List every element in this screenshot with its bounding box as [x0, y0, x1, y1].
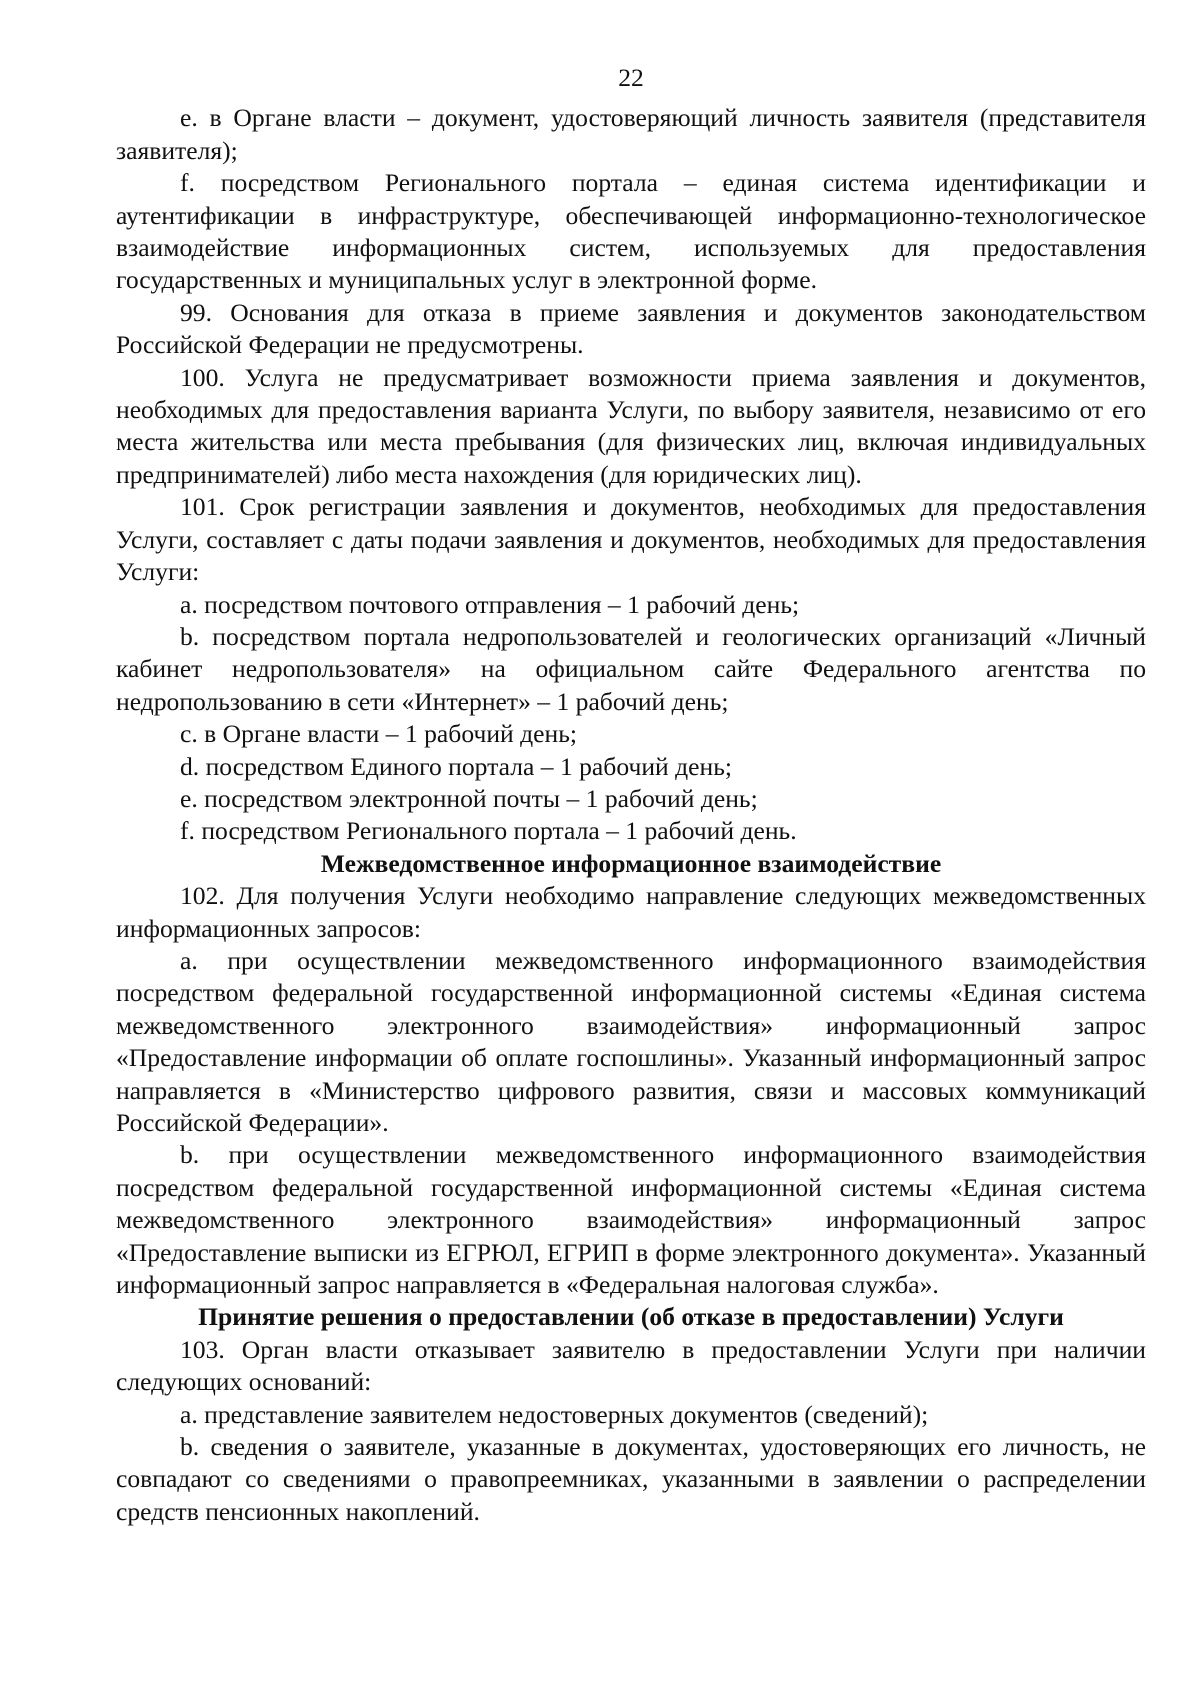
paragraph-101-c: c. в Органе власти – 1 рабочий день; — [180, 719, 577, 749]
paragraph-101-f: f. посредством Регионального портала – 1 рабочий день. — [180, 816, 797, 846]
paragraph-101-a: a. посредством почтового отправления – 1 рабочий день; — [180, 589, 800, 619]
paragraph-102-a: a. при осуществлении межведомственного информационного взаимодействия посредством федеральной государственной информационной системы «Единая система межведомственного электронного взаимодействия» информационный запрос «Предоставление информации об оплате госпошлины». Указанный информационный запрос направляется в «Министерство цифрового развития, связи и массовых коммуникаций Российской Федерации». — [116, 945, 1146, 1137]
paragraph-e-identity-document: e. в Органе власти – документ, удостоверяющий личность заявителя (представителя заявителя); — [116, 103, 1146, 165]
paragraph-100: 100. Услуга не предусматривает возможности приема заявления и документов, необходимых для предоставления варианта Услуги, по выбору заявителя, независимо от его места жительства или места пребывания (для физических лиц, включая индивидуальных предпринимателей) либо места нахождения (для юридических лиц). — [116, 362, 1146, 489]
document-page — [116, 62, 1146, 1528]
paragraph-103: 103. Орган власти отказывает заявителю в предоставлении Услуги при наличии следующих оснований: — [116, 1334, 1146, 1397]
paragraph-102-b: b. при осуществлении межведомственного информационного взаимодействия посредством федеральной государственной информационной системы «Единая система межведомственного электронного взаимодействия» информационный запрос «Предоставление выписки из ЕГРЮЛ, ЕГРИП в форме электронного документа». Указанный информационный запрос направляется в «Федеральная налоговая служба». — [116, 1140, 1146, 1300]
page-number: 22 — [618, 63, 644, 92]
paragraph-101: 101. Срок регистрации заявления и документов, необходимых для предоставления Услуги, составляет с даты подачи заявления и документов, необходимых для предоставления Услуги: — [116, 492, 1146, 587]
paragraph-101-d: d. посредством Единого портала – 1 рабочий день; — [180, 751, 732, 781]
paragraph-102: 102. Для получения Услуги необходимо направление следующих межведомственных информационных запросов: — [116, 881, 1146, 943]
paragraph-101-e: e. посредством электронной почты – 1 рабочий день; — [180, 783, 758, 813]
paragraph-99: 99. Основания для отказа в приеме заявления и документов законодательством Российской Федерации не предусмотрены. — [116, 297, 1146, 360]
paragraph-f-regional-portal-auth: f. посредством Регионального портала – единая система идентификации и аутентификации в инфраструктуре, обеспечивающей информационно-технологическое взаимодействие информационных систем, используемых для предоставления государственных и муниципальных услуг в электронной форме. — [116, 168, 1146, 295]
paragraph-101-b: b. посредством портала недропользователей и геологических организаций «Личный кабинет недропользователя» на официальном сайте Федерального агентства по недропользованию в сети «Интернет» – 1 рабочий день; — [116, 621, 1146, 716]
section-heading-decision: Принятие решения о предоставлении (об отказе в предоставлении) Услуги — [198, 1302, 1064, 1332]
paragraph-103-a: a. представление заявителем недостоверных документов (сведений); — [180, 1399, 929, 1429]
paragraph-103-b: b. сведения о заявителе, указанные в документах, удостоверяющих его личность, не совпадают со сведениями о правопреемниках, указанными в заявлении о распределении средств пенсионных накоплений. — [116, 1432, 1146, 1526]
section-heading-interagency: Межведомственное информационное взаимодействие — [320, 848, 942, 878]
